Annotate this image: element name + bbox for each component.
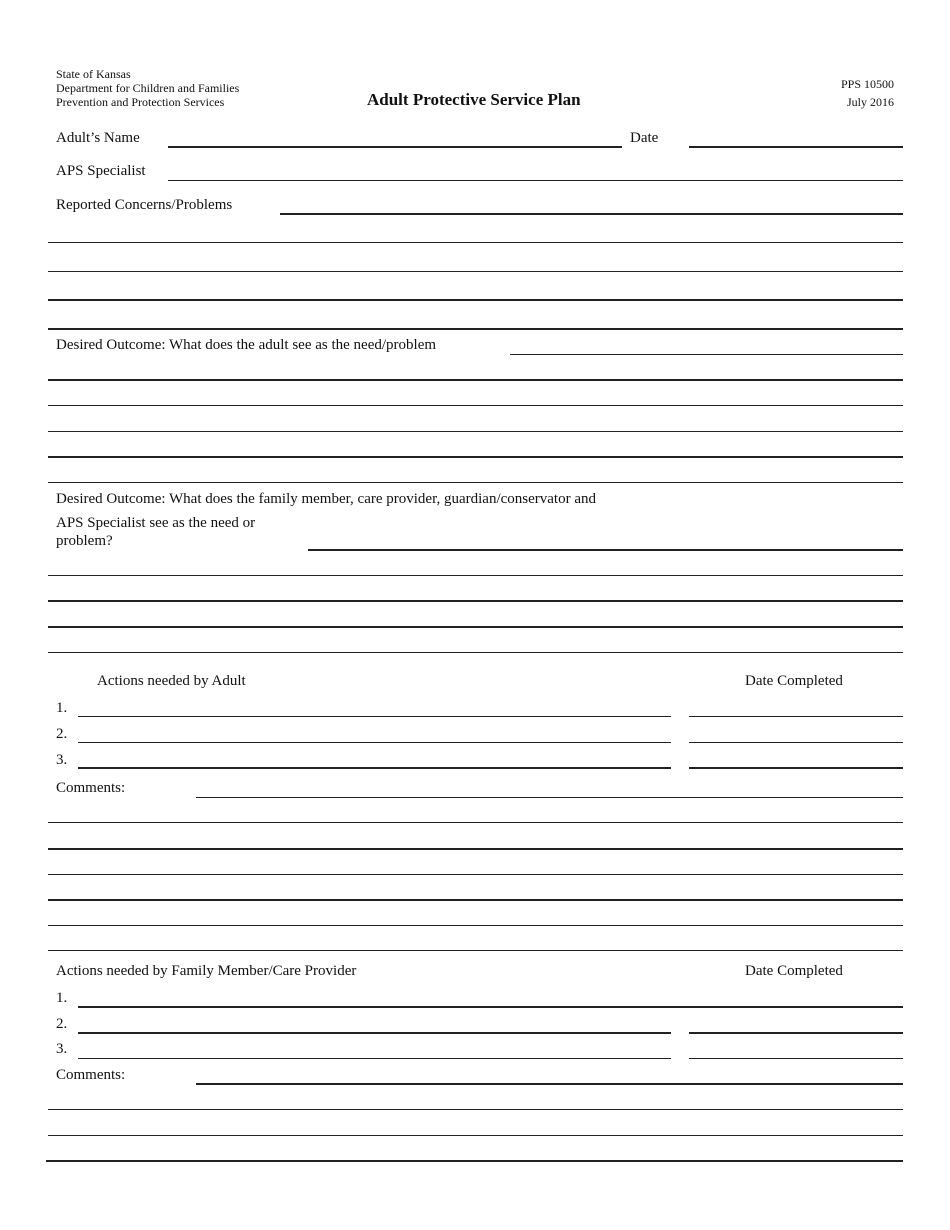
actions-adult-comments-line-4[interactable] <box>48 874 903 875</box>
reported-concerns-line-4[interactable] <box>48 299 903 301</box>
section-divider <box>48 328 903 330</box>
actions-family-item-3-field[interactable] <box>78 1058 671 1059</box>
desired-outcome-adult-line-5[interactable] <box>48 456 903 458</box>
reported-concerns-label: Reported Concerns/Problems <box>56 197 233 213</box>
desired-outcome-family-label-3: problem? <box>56 533 113 549</box>
actions-adult-comments-field[interactable] <box>196 797 903 798</box>
actions-adult-item-3-date-field[interactable] <box>689 767 903 769</box>
actions-adult-item-number: 3. <box>56 752 68 768</box>
form-title: Adult Protective Service Plan <box>367 90 581 109</box>
date-label: Date <box>630 130 659 146</box>
actions-family-heading: Actions needed by Family Member/Care Provider <box>56 963 357 979</box>
actions-adult-item-number: 1. <box>56 700 68 716</box>
desired-outcome-family-line-2[interactable] <box>48 575 903 576</box>
aps-specialist-field[interactable] <box>168 180 903 181</box>
desired-outcome-family-line-4[interactable] <box>48 626 903 628</box>
desired-outcome-family-label-2: APS Specialist see as the need or <box>56 515 256 531</box>
desired-outcome-family-label-1: Desired Outcome: What does the family member, care provider, guardian/conservator and <box>56 491 596 507</box>
section-divider <box>48 482 903 483</box>
form-number: PPS 10500 <box>840 77 894 91</box>
adults-name-label: Adult’s Name <box>56 130 140 146</box>
reported-concerns-line-3[interactable] <box>48 271 903 272</box>
date-field[interactable] <box>689 146 903 148</box>
desired-outcome-adult-label: Desired Outcome: What does the adult see as the need/problem <box>56 337 437 353</box>
agency-department: Department for Children and Families <box>56 81 240 95</box>
actions-family-item-number: 1. <box>56 990 68 1006</box>
agency-state: State of Kansas <box>56 67 131 81</box>
actions-adult-comments-line-3[interactable] <box>48 848 903 850</box>
actions-family-comments-line-2[interactable] <box>48 1109 903 1110</box>
section-divider <box>48 652 903 653</box>
actions-family-comments-line-3[interactable] <box>48 1135 903 1136</box>
actions-adult-comments-label: Comments: <box>56 780 126 796</box>
actions-adult-item-2-field[interactable] <box>78 742 671 743</box>
actions-family-item-number: 2. <box>56 1016 68 1032</box>
actions-family-comments-line-4[interactable] <box>46 1160 903 1162</box>
reported-concerns-field[interactable] <box>280 213 903 215</box>
actions-adult-date-completed-heading: Date Completed <box>745 673 843 689</box>
actions-adult-item-number: 2. <box>56 726 68 742</box>
section-divider <box>48 950 903 951</box>
actions-adult-heading: Actions needed by Adult <box>97 673 246 689</box>
actions-adult-item-1-field[interactable] <box>78 716 671 717</box>
actions-adult-item-1-date-field[interactable] <box>689 716 903 717</box>
reported-concerns-line-2[interactable] <box>48 242 903 243</box>
desired-outcome-adult-line-3[interactable] <box>48 405 903 406</box>
actions-family-item-3-date-field[interactable] <box>689 1058 903 1059</box>
actions-family-comments-field[interactable] <box>196 1083 903 1085</box>
desired-outcome-adult-line-4[interactable] <box>48 431 903 432</box>
actions-family-comments-label: Comments: <box>56 1067 126 1083</box>
actions-adult-item-3-field[interactable] <box>78 767 671 769</box>
desired-outcome-adult-line-2[interactable] <box>48 379 903 381</box>
actions-family-item-2-date-field[interactable] <box>689 1032 903 1034</box>
actions-family-item-2-field[interactable] <box>78 1032 671 1034</box>
adults-name-field[interactable] <box>168 146 622 148</box>
aps-specialist-label: APS Specialist <box>56 163 146 179</box>
form-date: July 2016 <box>846 95 894 109</box>
agency-block <box>56 67 239 109</box>
desired-outcome-family-line-3[interactable] <box>48 600 903 602</box>
actions-adult-comments-line-5[interactable] <box>48 899 903 901</box>
actions-adult-comments-line-2[interactable] <box>48 822 903 823</box>
actions-adult-comments-line-6[interactable] <box>48 925 903 926</box>
actions-family-item-number: 3. <box>56 1041 68 1057</box>
actions-family-item-1-field[interactable] <box>78 1006 903 1008</box>
desired-outcome-family-field[interactable] <box>308 549 903 551</box>
actions-family-date-completed-heading: Date Completed <box>745 963 843 979</box>
desired-outcome-adult-field[interactable] <box>510 354 903 355</box>
actions-adult-item-2-date-field[interactable] <box>689 742 903 743</box>
agency-division: Prevention and Protection Services <box>56 95 225 109</box>
